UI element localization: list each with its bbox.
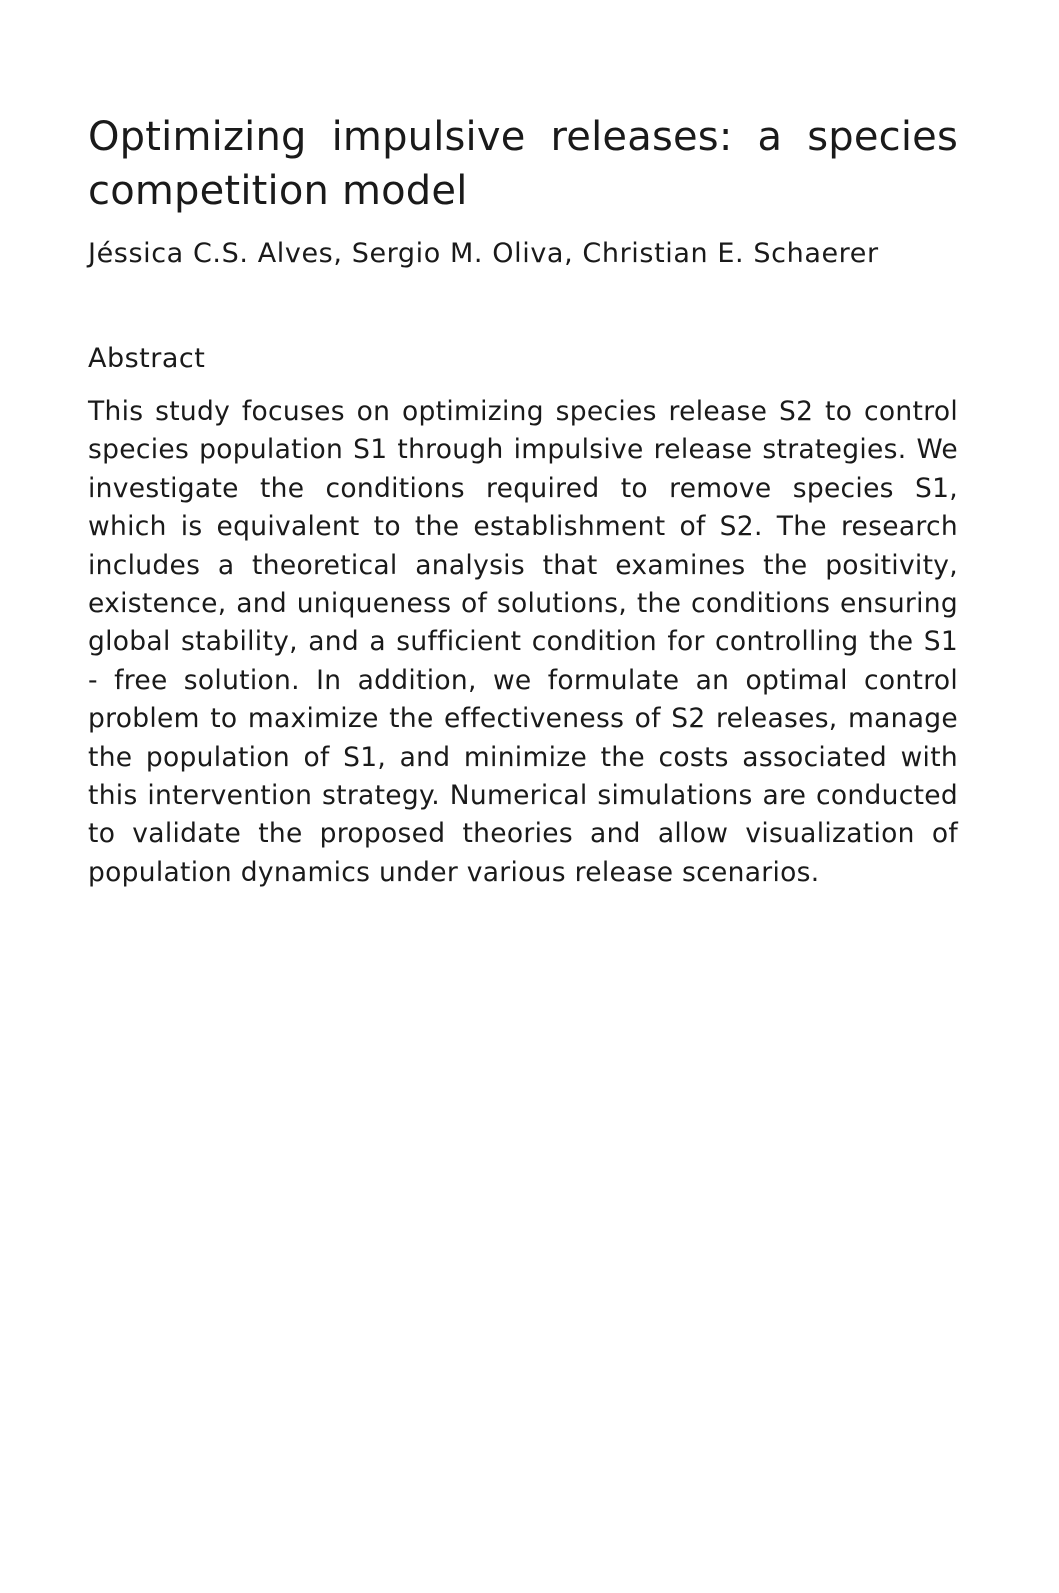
paper-title: Optimizing impulsive releases: a species competition model <box>88 114 958 214</box>
paper-page <box>88 110 958 892</box>
abstract-heading: Abstract <box>88 343 206 374</box>
abstract-text: This study focuses on optimizing species release S2 to control species population S1 through impulsive release strategies. We investigate the conditions required to remove species S1, which is equivalent to the establishment of S2. The research includes a theoretical analysis that examines the positivity, existence, and uniqueness of solutions, the conditions ensuring global stability, and a sufficient condition for controlling the S1 - free solution. In addition, we formulate an optimal control problem to maximize the effectiveness of S2 releases, manage the population of S1, and minimize the costs associated with this intervention strategy. Numerical simulations are conducted to validate the proposed theories and allow visualization of population dynamics under various release scenarios. <box>88 396 958 888</box>
author-list: Jéssica C.S. Alves, Sergio M. Oliva, Christian E. Schaerer <box>88 238 879 269</box>
